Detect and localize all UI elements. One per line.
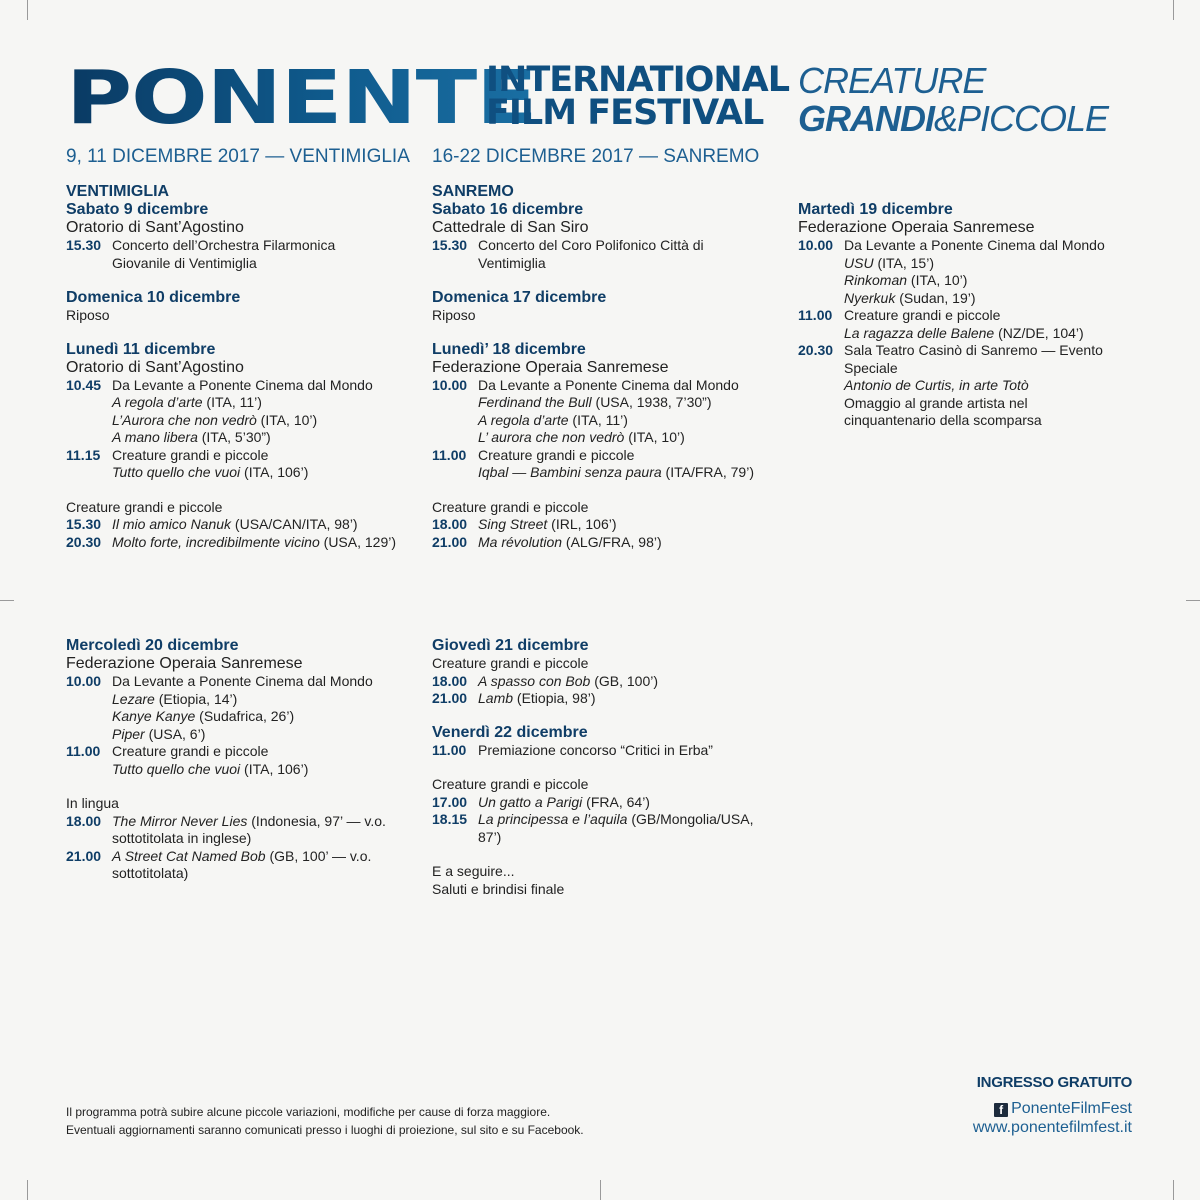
event-time: 20.30 [798,342,834,358]
schedule-giovedi-venerdi [432,637,777,898]
venue: Oratorio di Sant’Agostino [66,219,244,236]
film-meta-cont: sottotitolata in inglese) [112,830,252,846]
event-time: 18.00 [432,516,468,532]
film-title: Iqbal — Bambini senza paura [478,464,662,480]
free-entry-label: INGRESSO GRATUITO [976,1074,1132,1091]
event-title: Premiazione concorso “Critici in Erba” [478,741,713,758]
tagline-line-1: CREATURE [798,60,986,101]
section-label: In lingua [66,795,119,811]
event-time: 11.00 [798,307,833,323]
film-meta: (ITA, 106’) [240,464,309,480]
closing-note-cont: Saluti e brindisi finale [432,880,565,897]
disclaimer [66,1104,584,1139]
film-meta: (ITA, 10’) [907,272,968,288]
venue: Cattedrale di San Siro [432,219,589,236]
film-title: Ma révolution [478,533,563,550]
date-sanremo: 16-22 DICEMBRE 2017 — SANREMO [432,146,760,167]
event-time: 21.00 [432,533,468,550]
crop-mark-bottom-left [27,1180,28,1200]
event-title: Concerto del Coro Polifonico Città di [478,237,704,253]
venue: Federazione Operaia Sanremese [66,655,303,672]
section-label: Creature grandi e piccole [432,498,589,515]
event [66,743,411,778]
facebook-handle: PonenteFilmFest [1011,1100,1132,1117]
film-meta: (ALG/FRA, 98’) [562,533,662,550]
event [432,673,777,691]
event [66,673,411,743]
crop-mark-top-left [27,0,28,20]
film-meta: (ITA, 11’) [568,411,628,428]
event [432,742,777,760]
event-note: Omaggio al grande artista nel [844,394,1028,411]
film-title: L’Aurora che non vedrò [112,411,257,428]
film-title: USU [844,254,874,271]
film-meta: (IRL, 106’) [547,516,617,532]
event [66,848,411,883]
event-time: 10.00 [66,673,102,689]
film-meta: (USA/CAN/ITA, 98’) [231,516,358,532]
film-meta: (ITA, 10’) [624,429,685,445]
event-time: 10.00 [798,237,834,253]
day-heading: Lunedì 11 dicembre [66,340,216,358]
disclaimer-line-2: Eventuali aggiornamenti saranno comunicati presso i luoghi di proiezione, sul sito e su Facebook. [66,1122,584,1137]
event [66,813,411,848]
film-meta: (ITA, 106’) [240,760,309,777]
day-heading: Mercoledì 20 dicembre [66,637,239,654]
film-title: A mano libera [112,429,198,445]
event [432,690,777,708]
film-meta: (ITA, 11’) [202,394,262,410]
event-title: Creature grandi e piccole [844,307,1001,323]
crop-mark-top-right [1173,0,1174,20]
schedule-mercoledi [66,637,411,883]
closing-note: E a seguire... [432,863,515,879]
event-time: 15.30 [432,237,468,253]
event-time: 11.00 [432,741,467,758]
event [432,237,777,272]
film-title: Sing Street [478,516,548,532]
film-title: A regola d’arte [478,411,569,428]
event-title: Da Levante a Ponente Cinema dal Mondo [112,673,373,689]
event [66,534,411,552]
day-heading: Giovedì 21 dicembre [432,637,589,654]
event [432,534,777,552]
event [798,307,1128,342]
crop-mark-middle-right [1186,600,1200,601]
event-title: Da Levante a Ponente Cinema dal Mondo [478,376,739,393]
event-title: Da Levante a Ponente Cinema dal Mondo [844,237,1105,253]
event-title: Creature grandi e piccole [112,446,269,463]
film-meta: (Etiopia, 14’) [154,690,238,707]
event-title-cont: Giovanile di Ventimiglia [112,254,257,271]
event-time: 18.00 [66,812,102,829]
tagline-grandi: GRANDI [798,98,934,139]
event [66,377,411,447]
event-time: 18.00 [432,672,468,689]
event [66,516,411,534]
film-title: Lamb [478,690,514,706]
day-heading: Martedì 19 dicembre [798,201,953,218]
event-time: 11.00 [66,743,101,759]
event-title: Creature grandi e piccole [478,446,635,463]
event [66,237,411,272]
logo-subtitle [486,60,790,133]
film-title: Molto forte, incredibilmente vicino [112,533,320,550]
event-time: 10.45 [66,376,102,393]
film-title: Tutto quello che vuoi [112,464,241,480]
day-heading: Sabato 9 dicembre [66,201,209,218]
film-meta: (NZ/DE, 104’) [994,324,1084,341]
film-meta: (GB, 100’ — v.o. [265,847,372,864]
section-label: Creature grandi e piccole [432,776,589,792]
event-time: 11.00 [432,446,467,463]
schedule-ventimiglia [66,183,411,551]
day-heading: Domenica 17 dicembre [432,289,607,306]
website-link[interactable]: www.ponentefilmfest.it [972,1119,1132,1136]
film-title: Lezare [112,690,155,707]
event-title-cont: Speciale [844,359,898,376]
event-time: 10.00 [432,376,468,393]
event [432,811,777,846]
day-heading: Lunedì’ 18 dicembre [432,340,586,358]
film-title: Antonio de Curtis, in arte Totò [844,377,1029,393]
film-title: Il mio amico Nanuk [112,516,232,532]
film-title: A regola d’arte [112,394,203,410]
event-title: Da Levante a Ponente Cinema dal Mondo [112,376,373,393]
film-title: Rinkoman [844,272,908,288]
day-heading: Venerdì 22 dicembre [432,723,588,741]
film-meta: (Sudafrica, 26’) [195,708,295,724]
film-meta: (USA, 6’) [144,725,206,742]
film-meta: (GB, 100’) [590,672,659,689]
crop-mark-middle-left [0,600,14,601]
film-meta: (GB/Mongolia/USA, [627,811,754,827]
film-meta: (ITA, 5’30”) [197,429,271,445]
film-meta: (USA, 1938, 7’30”) [591,394,712,410]
event-time: 15.30 [66,237,102,253]
film-title: La principessa e l’aquila [478,811,628,827]
event-title: Creature grandi e piccole [112,743,269,759]
schedule-sanremo [432,183,777,551]
city-heading: VENTIMIGLIA [66,183,170,200]
facebook-link[interactable] [973,1099,1132,1118]
city-heading: SANREMO [432,183,514,200]
crop-mark-bottom-center [600,1180,601,1200]
film-title: Nyerkuk [844,289,896,306]
contact-block [973,1074,1132,1137]
facebook-icon: f [994,1103,1008,1117]
tagline-piccole: &PICCOLE [934,98,1109,139]
event-title-cont: Ventimiglia [478,254,546,271]
film-title: L’ aurora che non vedrò [478,429,625,445]
film-title: A spasso con Bob [478,672,591,689]
logo-word: PONENTE [66,55,537,141]
film-meta-cont: 87’) [478,828,502,845]
film-meta: (FRA, 64’) [582,793,650,810]
event-title: Sala Teatro Casinò di Sanremo — Evento [844,342,1103,358]
festival-logo [66,55,537,141]
event [432,377,777,447]
event [66,447,411,482]
film-meta: (Indonesia, 97’ — v.o. [247,812,386,829]
film-meta: (ITA, 15’) [873,254,934,271]
event [798,237,1128,307]
film-title: Ferdinand the Bull [478,394,592,410]
day-heading: Sabato 16 dicembre [432,201,584,218]
event [432,794,777,812]
film-title: Piper [112,725,145,742]
film-title: The Mirror Never Lies [112,812,248,829]
section-label: Creature grandi e piccole [66,498,223,515]
film-meta: (USA, 129’) [319,533,397,550]
date-ventimiglia: 9, 11 DICEMBRE 2017 — VENTIMIGLIA [66,146,410,167]
film-title: Tutto quello che vuoi [112,760,241,777]
event-time: 21.00 [432,690,468,706]
event-title: Concerto dell’Orchestra Filarmonica [112,237,336,253]
section-label: Creature grandi e piccole [432,655,589,671]
tagline [798,62,1108,138]
film-title: A Street Cat Named Bob [112,847,266,864]
event-time: 17.00 [432,793,468,810]
day-heading: Domenica 10 dicembre [66,289,241,306]
film-meta: (Etiopia, 98’) [513,690,596,706]
schedule-martedi [798,201,1128,430]
event [432,447,777,482]
film-title: La ragazza delle Balene [844,324,995,341]
venue: Oratorio di Sant’Agostino [66,358,244,376]
disclaimer-line-1: Il programma potrà subire alcune piccole variazioni, modifiche per cause di forza maggiore. [66,1105,551,1119]
film-title: Un gatto a Parigi [478,793,583,810]
event-time: 21.00 [66,847,102,864]
venue: Federazione Operaia Sanremese [798,219,1035,236]
venue: Federazione Operaia Sanremese [432,358,669,376]
logo-subtitle-line-2: FILM FESTIVAL [486,93,764,133]
event [798,342,1128,430]
film-meta: (ITA/FRA, 79’) [661,464,754,480]
film-meta: (ITA, 10’) [256,411,318,428]
film-meta-cont: sottotitolata) [112,865,189,881]
rest-note: Riposo [432,307,476,323]
event-time: 20.30 [66,533,102,550]
event [432,516,777,534]
event-time: 15.30 [66,516,102,532]
logo-subtitle-line-1: INTERNATIONAL [486,60,790,100]
event-note-cont: cinquantenario della scomparsa [844,412,1042,428]
event-time: 18.15 [432,811,468,827]
film-meta: (Sudan, 19’) [895,289,976,306]
crop-mark-bottom-right [1173,1180,1174,1200]
rest-note: Riposo [66,307,110,323]
film-title: Kanye Kanye [112,708,196,724]
event-time: 11.15 [66,446,101,463]
